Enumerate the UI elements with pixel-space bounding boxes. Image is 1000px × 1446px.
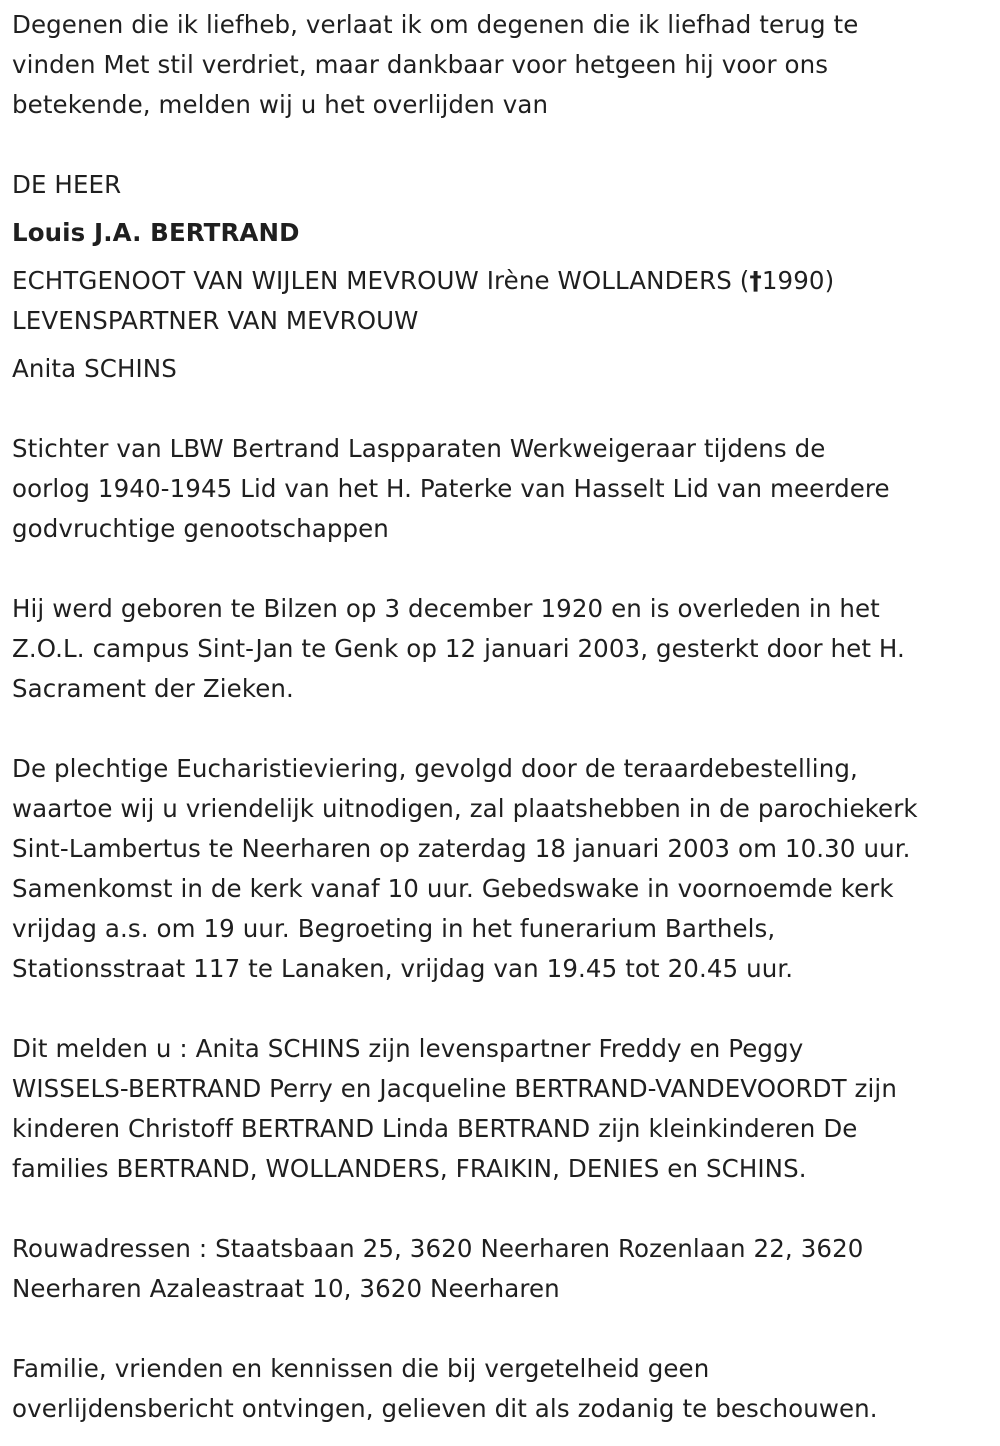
partner-name: Anita SCHINS [12, 354, 177, 383]
partner-line: LEVENSPARTNER VAN MEVROUW [12, 306, 419, 335]
ceremony-line: Stationsstraat 117 te Lanaken, vrijdag van 19.45 tot 20.45 uur. [12, 954, 794, 983]
addresses-paragraph [12, 1229, 988, 1309]
ceremony-line: waartoe wij u vriendelijk uitnodigen, zal plaatshebben in de parochiekerk [12, 794, 918, 823]
birth-death-line: Sacrament der Zieken. [12, 674, 294, 703]
ceremony-line: Samenkomst in de kerk vanaf 10 uur. Gebedswake in voornoemde kerk [12, 874, 894, 903]
deceased-title: DE HEER [12, 170, 122, 199]
biography-line: godvruchtige genootschappen [12, 514, 389, 543]
family-paragraph [12, 1029, 988, 1189]
closing-paragraph [12, 1349, 988, 1429]
family-line: kinderen Christoff BERTRAND Linda BERTRAND zijn kleinkinderen De [12, 1114, 858, 1143]
spouse-suffix: 1990) [761, 266, 835, 295]
biography-line: oorlog 1940-1945 Lid van het H. Paterke van Hasselt Lid van meerdere [12, 474, 890, 503]
biography-paragraph [12, 429, 988, 549]
deceased-name: Louis J.A. BERTRAND [12, 218, 300, 247]
family-line: families BERTRAND, WOLLANDERS, FRAIKIN, DENIES en SCHINS. [12, 1154, 807, 1183]
closing-line: Familie, vrienden en kennissen die bij vergetelheid geen [12, 1354, 710, 1383]
intro-line: betekende, melden wij u het overlijden van [12, 90, 549, 119]
family-line: Dit melden u : Anita SCHINS zijn levenspartner Freddy en Peggy [12, 1034, 804, 1063]
biography-line: Stichter van LBW Bertrand Laspparaten Werkweigeraar tijdens de [12, 434, 826, 463]
ceremony-paragraph [12, 749, 988, 989]
ceremony-line: Sint-Lambertus te Neerharen op zaterdag 18 januari 2003 om 10.30 uur. [12, 834, 911, 863]
birth-death-line: Hij werd geboren te Bilzen op 3 december 1920 en is overleden in het [12, 594, 880, 623]
spouse-block [12, 261, 988, 341]
birth-death-line: Z.O.L. campus Sint-Jan te Genk op 12 januari 2003, gesterkt door het H. [12, 634, 905, 663]
addresses-line: Neerharen Azaleastraat 10, 3620 Neerharen [12, 1274, 560, 1303]
intro-line: Degenen die ik liefheb, verlaat ik om degenen die ik liefhad terug te [12, 10, 859, 39]
intro-line: vinden Met stil verdriet, maar dankbaar voor hetgeen hij voor ons [12, 50, 829, 79]
spouse-prefix: ECHTGENOOT VAN WIJLEN MEVROUW Irène WOLLANDERS ( [12, 266, 750, 295]
birth-death-paragraph [12, 589, 988, 709]
ceremony-line: De plechtige Eucharistieviering, gevolgd door de teraardebestelling, [12, 754, 858, 783]
closing-line: overlijdensbericht ontvingen, gelieven dit als zodanig te beschouwen. [12, 1394, 878, 1423]
spouse-line [12, 261, 988, 301]
family-line: WISSELS-BERTRAND Perry en Jacqueline BERTRAND-VANDEVOORDT zijn [12, 1074, 897, 1103]
cross-icon: † [749, 266, 762, 295]
ceremony-line: vrijdag a.s. om 19 uur. Begroeting in het funerarium Barthels, [12, 914, 776, 943]
addresses-line: Rouwadressen : Staatsbaan 25, 3620 Neerharen Rozenlaan 22, 3620 [12, 1234, 864, 1263]
intro-paragraph [12, 5, 988, 125]
